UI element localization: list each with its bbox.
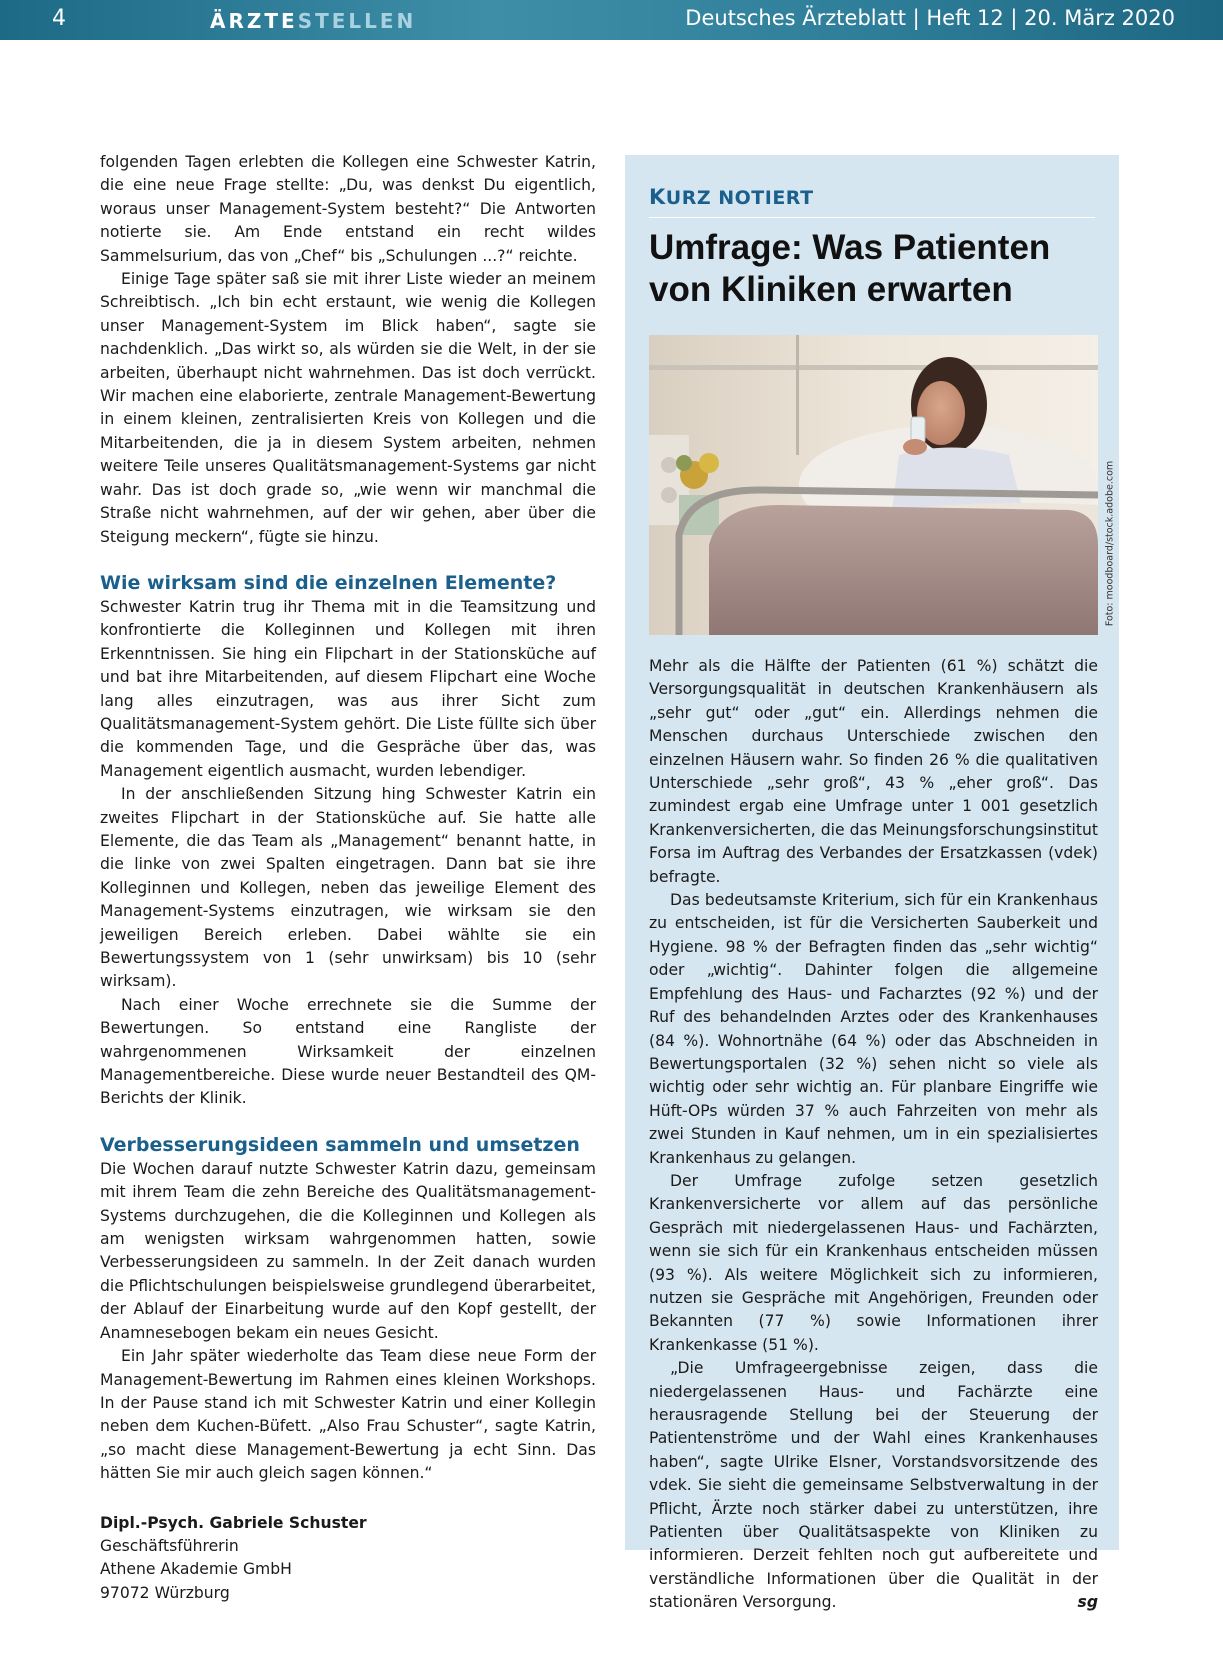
kicker-initial: K — [649, 185, 666, 209]
article-paragraph: In der anschließenden Sitzung hing Schwester Katrin ein zweites Flipchart in der Stationsküche auf. Sie hatte alle Elemente, die das Team als „Management“ benannt hatte, in die linke von zwei Spalten eingetragen. Dann bat sie ihre Kolleginnen und Kollegen, neben das jeweilige Element des Management-Systems einzutragen, wie wirksam sie den jeweiligen Bereich erleben. Dabei wählte sie ein Bewertungssystem von 1 (sehr unwirksam) bis 10 (sehr wirksam). — [100, 785, 596, 991]
article-paragraph: folgenden Tagen erlebten die Kollegen eine Schwester Katrin, die eine neue Frage stellte: „Du, was denkst Du eigentlich, woraus unser Management-System besteht?“ Die Antworten notierte sie. Am Ende entstand ein recht wildes Sammelsurium, das von „Chef“ bis „Schulungen ...?“ reichte. — [100, 153, 596, 265]
patient-photo — [649, 335, 1098, 635]
brand-bold: ÄRZTE — [210, 9, 298, 33]
photo-credit — [1100, 455, 1114, 635]
section-heading: Wie wirksam sind die einzelnen Elemente? — [100, 571, 557, 594]
author-role: Geschäftsführerin — [100, 1536, 239, 1555]
article-paragraph: Nach einer Woche errechnete sie die Summe der Bewertungen. So entstand eine Rangliste der wahrgenommenen Wirksamkeit der einzelnen Managementbereiche. Diese wurde neuer Bestandteil des QM-Berichts der Klinik. — [100, 995, 596, 1108]
author-name: Dipl.-Psych. Gabriele Schuster — [100, 1513, 367, 1532]
sidebar-paragraph-text: „Die Umfrageergebnisse zeigen, dass die niedergelassenen Haus- und Fachärzte eine herausragende Stellung bei der Steuerung der Patientenströme und der Wahl eines Krankenhauses haben“, sagte Ulrike Elsner, Vorstandsvorsitzende des vdek. Sie sieht die gemeinsame Selbstverwaltung in der Pflicht, Ärzte noch stärker dabei zu unterstützen, ihre Patienten über Qualitätsaspekte von Kliniken zu informieren. Derzeit fehlten noch gut aufbereitete und verständliche Informationen über die Qualität in der stationären Versorgung. — [649, 1359, 1098, 1612]
section-heading: Verbesserungsideen sammeln und umsetzen — [100, 1133, 580, 1156]
article-column — [100, 151, 596, 1605]
article-paragraph: Ein Jahr später wiederholte das Team diese neue Form der Management-Bewertung im Rahmen eines kleinen Workshops. In der Pause stand ich mit Schwester Katrin und einer Kollegin neben dem Kuchen-Büfett. „Also Frau Schuster“, sagte Katrin, „so macht diese Management-Bewertung ja echt Sinn. Das hätten Sie mir auch gleich sagen können.“ — [100, 1347, 596, 1483]
photo-credit-text: Foto: moodboard/stock.adobe.com — [1104, 460, 1116, 627]
page-number: 4 — [52, 6, 66, 31]
author-city: 97072 Würzburg — [100, 1583, 230, 1602]
publication-info: Deutsches Ärzteblatt | Heft 12 | 20. März 2020 — [685, 6, 1175, 30]
article-paragraph: Schwester Katrin trug ihr Thema mit in die Teamsitzung und konfrontierte die Kolleginnen und Kollegen mit ihren Erkenntnissen. Sie hing ein Flipchart in der Stationsküche auf und bat ihre Mitarbeitenden, auf diesem Flipchart eine Woche lang alles einzutragen, was aus ihrer Sicht zum Qualitätsmanagement-System gehört. Die Liste füllte sich über die kommenden Tage, und die Gespräche über das, was Management eigentlich ausmacht, wurden lebendiger. — [100, 597, 596, 780]
sidebar-kicker — [649, 185, 1095, 218]
kicker-rest: URZ NOTIERT — [665, 187, 814, 209]
sidebar-paragraph: Der Umfrage zufolge setzen gesetzlich Krankenversicherte vor allem auf das persönliche Gespräch mit niedergelassenen Haus- und Fachärzten, wenn sie sich für ein Krankenhaus entscheiden müssen (93 %). Als weitere Möglichkeit sich zu informieren, nutzen sie Gespräche mit Angehörigen, Freunden oder Bekannten (77 %) sowie Informationen ihrer Krankenkasse (51 %). — [649, 1171, 1098, 1354]
sidebar-text — [649, 655, 1098, 1615]
brand-light: STELLEN — [297, 9, 417, 33]
page-header — [0, 0, 1223, 40]
section-brand — [210, 9, 416, 33]
sidebar-paragraph: Mehr als die Hälfte der Patienten (61 %) schätzt die Versorgungsqualität in deutschen Krankenhäusern als „sehr gut“ oder „gut“ ein. Allerdings nehmen die Menschen durchaus Unterschiede zwischen den einzelnen Häusern wahr. So finden 26 % die qualitativen Unterschiede „sehr groß“, 43 % „eher groß“. Das zumindest ergab eine Umfrage unter 1 001 gesetzlich Krankenversicherten, die das Meinungsforschungsinstitut Forsa im Auftrag des Verbandes der Ersatzkassen (vdek) befragte. — [649, 657, 1098, 886]
article-paragraph: Einige Tage später saß sie mit ihrer Liste wieder an meinem Schreibtisch. „Ich bin echt erstaunt, wie wenig die Kollegen unser Management-System im Blick haben“, sagte sie nachdenklich. „Das wirkt so, als würden sie die Welt, in der sie arbeiten, überhaupt nicht wahrnehmen. Das ist doch verrückt. Wir machen eine elaborierte, zentrale Management-Bewertung in einem kleinen, zentralisierten Kreis von Kollegen und die Mitarbeitenden, die ja in diesem System arbeiten, nehmen weitere Teile unseres Qualitätsmanagement-Systems gar nicht wahr. Das ist doch grade so, „wie wenn wir manchmal die Straße nicht wahrnehmen, auf der wir gehen, aber über die Steigung meckern“, fügte sie hinzu. — [100, 270, 596, 546]
author-signature — [100, 1512, 596, 1606]
sidebar-paragraph: Das bedeutsamste Kriterium, sich für ein Krankenhaus zu entscheiden, ist für die Versicherten Sauberkeit und Hygiene. 98 % der Befragten finden das „sehr wichtig“ oder „wichtig“. Dahinter folgen die allgemeine Empfehlung des Haus- und Facharztes (92 %) und der Ruf des behandelnden Arztes oder des Krankenhauses (84 %). Wohnortnähe (64 %) oder das Abschneiden in Bewertungsportalen (32 %) sehen nicht so viele als wichtig oder sehr wichtig an. Für planbare Eingriffe wie Hüft-OPs würden 37 % auch Fahrzeiten von mehr als zwei Stunden in Kauf nehmen, um in ein spezialisiertes Krankenhaus zu gelangen. — [649, 891, 1098, 1167]
sidebar-box — [625, 155, 1119, 1612]
author-initials: sg — [1077, 1593, 1098, 1612]
sidebar-paragraph — [649, 1357, 1098, 1614]
article-paragraph: Die Wochen darauf nutzte Schwester Katrin dazu, gemeinsam mit ihrem Team die zehn Bereiche des Qualitätsmanagement-Systems durchzugehen, die die Kolleginnen und Kollegen als am wenigsten wirksam wahrgenommen hatten, sowie Verbesserungsideen zu sammeln. In der Zeit danach wurden die Pflichtschulungen beispielsweise grundlegend überarbeitet, der Ablauf der Einarbeitung wurde auf den Kopf gestellt, der Anamnesebogen bekam ein neues Gesicht. — [100, 1159, 596, 1342]
author-company: Athene Akademie GmbH — [100, 1560, 292, 1579]
sidebar-title: Umfrage: Was Patienten von Kliniken erwarten — [649, 228, 1051, 309]
